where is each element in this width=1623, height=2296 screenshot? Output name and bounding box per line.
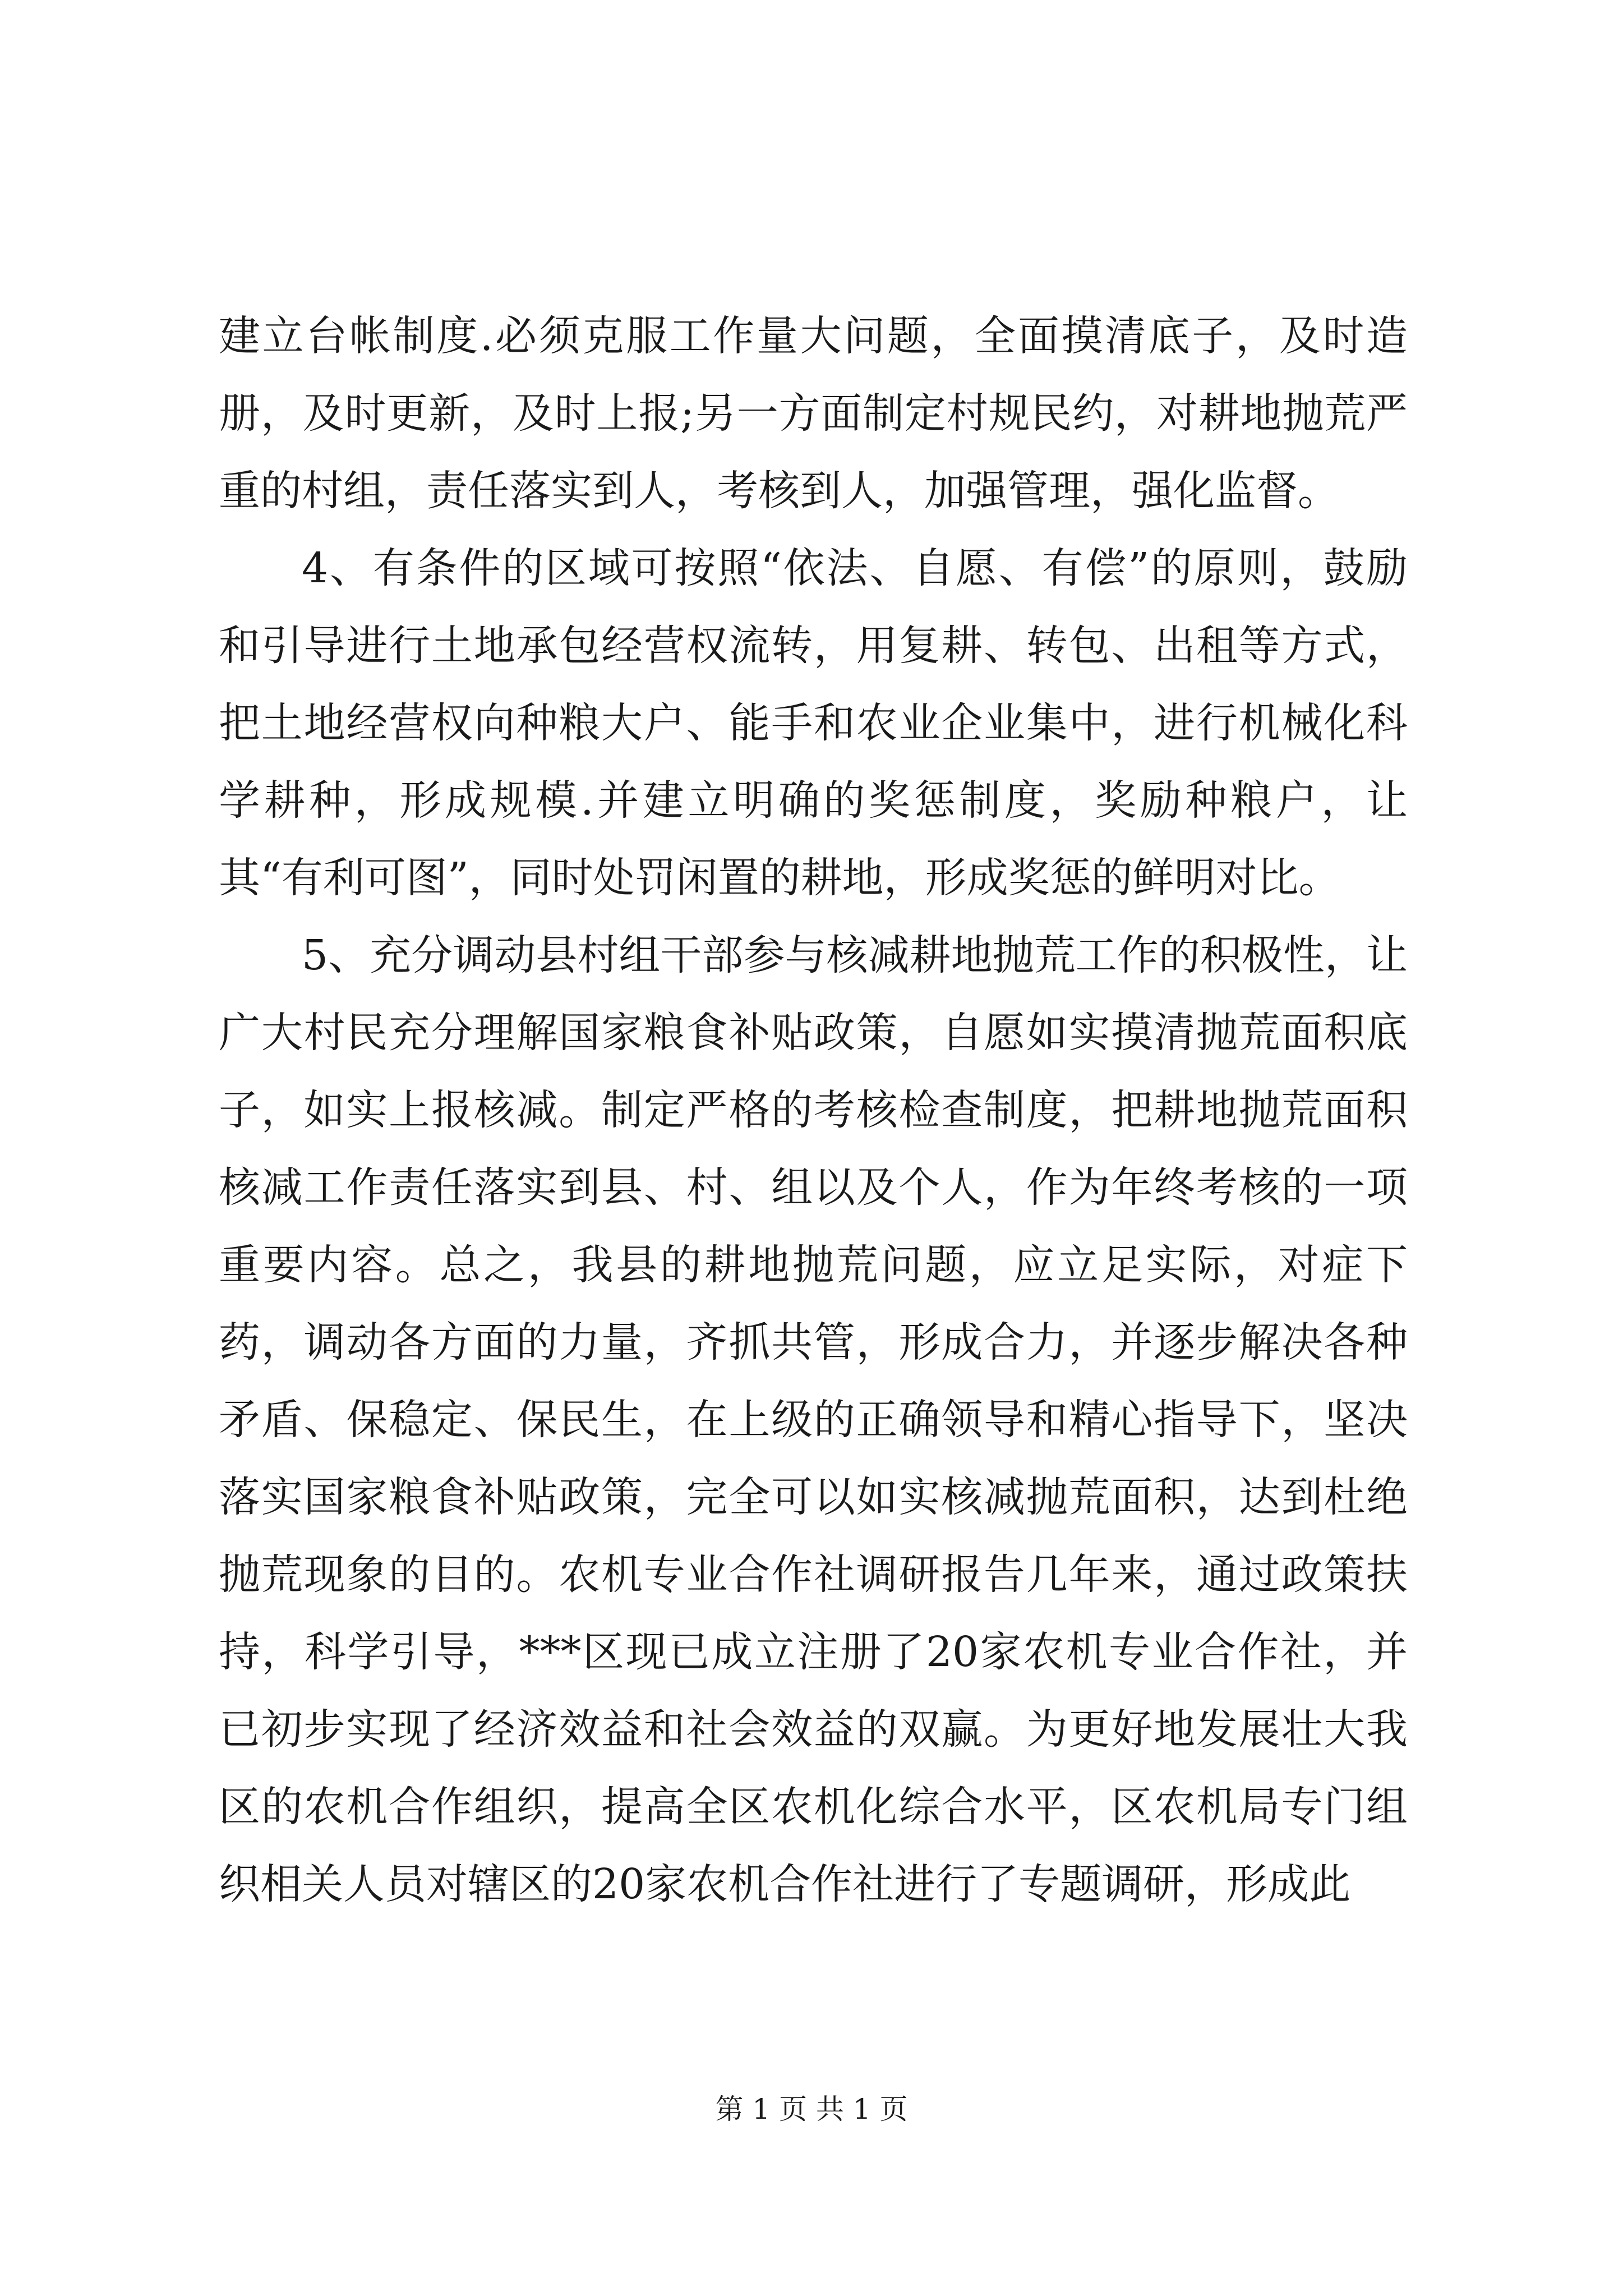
paragraph-2: 4、有条件的区域可按照“依法、自愿、有偿”的原则，鼓励和引导进行土地承包经营权流转，用复耕、转包、出租等方式，把土地经营权向种粮大户、能手和农业企业集中，进行机械化科学耕种，形成规模.并建立明确的奖惩制度，奖励种粮户，让其“有利可图”，同时处罚闲置的耕地，形成奖惩的鲜明对比。 [219,544,1408,902]
document-body [219,297,1408,1923]
paragraph-3: 5、充分调动县村组干部参与核减耕地抛荒工作的积极性，让广大村民充分理解国家粮食补贴政策，自愿如实摸清抛荒面积底子，如实上报核减。制定严格的考核检查制度，把耕地抛荒面积核减工作责任落实到县、村、组以及个人，作为年终考核的一项重要内容。总之，我县的耕地抛荒问题，应立足实际，对症下药，调动各方面的力量，齐抓共管，形成合力，并逐步解决各种矛盾、保稳定、保民生，在上级的正确领导和精心指导下，坚决落实国家粮食补贴政策，完全可以如实核减抛荒面积，达到杜绝抛荒现象的目的。农机专业合作社调研报告几年来，通过政策扶持，科学引导，***区现已成立注册了20家农机专业合作社，并已初步实现了经济效益和社会效益的双赢。为更好地发展壮大我区的农机合作组织，提高全区农机化综合水平，区农机局专门组织相关人员对辖区的20家农机合作社进行了专题调研，形成此 [219,931,1408,1908]
page-number-footer: 第 1 页 共 1 页 [715,2093,908,2125]
paragraph-1: 建立台帐制度.必须克服工作量大问题，全面摸清底子，及时造册，及时更新，及时上报;另一方面制定村规民约，对耕地抛荒严重的村组，责任落实到人，考核到人，加强管理，强化监督。 [219,312,1408,515]
